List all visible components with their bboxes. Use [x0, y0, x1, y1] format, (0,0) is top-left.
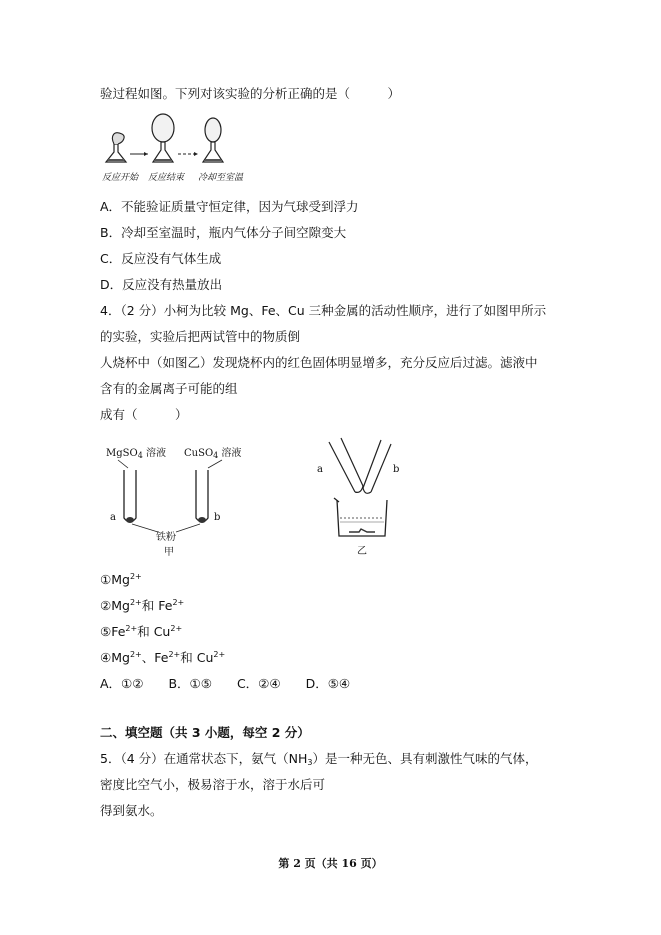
- q4-choice-4: $④Mg^{2+}$、$Fe^{2+}$和 $Cu^{2+}$: [100, 650, 226, 665]
- q4-stem-line-2: 的实验，实验后把两试管中的物质倒: [100, 329, 301, 344]
- figure-jia: [100, 440, 250, 558]
- beaker-tube-b-label: b: [393, 464, 400, 475]
- section-heading: 二、填空题（共 3 小题，每空 2 分）: [100, 725, 310, 740]
- q4-stem-line-1: 4．（2 分）小柯为比较 Mg、Fe、Cu 三种金属的活动性顺序，进行了如图甲所示: [100, 303, 547, 318]
- q5-line-3: 得到氨水。: [100, 803, 163, 818]
- q3-option-d: D．反应没有热量放出: [100, 277, 223, 292]
- q4-stem-line-4: 含有的金属离子可能的组: [100, 381, 238, 396]
- q4-choice-1: $①Mg^{2+}$: [100, 572, 142, 587]
- q5-line-2: 密度比空气小，极易溶于水，溶于水后可: [100, 777, 326, 792]
- figure-jia-caption: 甲: [164, 547, 174, 558]
- q4-choice-2: $②Mg^{2+}$和 $Fe^{2+}$: [100, 598, 185, 613]
- q3-option-a: A．不能验证质量守恒定律，因为气球受到浮力: [100, 199, 359, 214]
- page-footer: 第 2 页（共 16 页）: [278, 857, 383, 870]
- q4-stem-line-3: 人烧杯中（如图乙）发现烧杯内的红色固体明显增多，充分反应后过滤。滤液中: [100, 355, 538, 370]
- iron-powder-label: 铁粉: [156, 532, 176, 543]
- tube-b-label: b: [214, 512, 221, 523]
- q4-answer-options: A．①② B．①⑤ C．②④ D．⑤④: [100, 676, 351, 691]
- label-mgso4-solution: MgSO$_4$ 溶液: [106, 448, 166, 460]
- label-cuso4-solution: CuSO$_4$ 溶液: [184, 448, 242, 460]
- figure-yi: [315, 436, 405, 558]
- beaker-tube-a-label: a: [317, 464, 323, 475]
- q3-option-c: C．反应没有气体生成: [100, 251, 222, 266]
- q3-stem: 验过程如图。下列对该实验的分析正确的是（ ）: [100, 86, 401, 101]
- balloon-flask-illustration: [100, 110, 245, 168]
- figure-yi-caption: 乙: [357, 546, 367, 557]
- q3-option-b: B．冷却至室温时，瓶内气体分子间空隙变大: [100, 225, 347, 240]
- q5-line-1: 5．（4 分）在通常状态下，氨气$(NH_3)$是一种无色、具有刺激性气味的气体，: [100, 751, 538, 767]
- caption-reaction-end: 反应结束: [148, 173, 185, 183]
- q4-stem-line-5: 成有（ ）: [100, 407, 188, 422]
- tube-a-label: a: [110, 512, 116, 523]
- beaker-illustration: [315, 436, 405, 558]
- caption-cooled: 冷却至室温: [198, 173, 244, 183]
- q3-figure: [100, 110, 245, 184]
- caption-reaction-start: 反应开始: [102, 173, 139, 183]
- q4-choice-3: $⑤Fe^{2+}$和 $Cu^{2+}$: [100, 624, 183, 639]
